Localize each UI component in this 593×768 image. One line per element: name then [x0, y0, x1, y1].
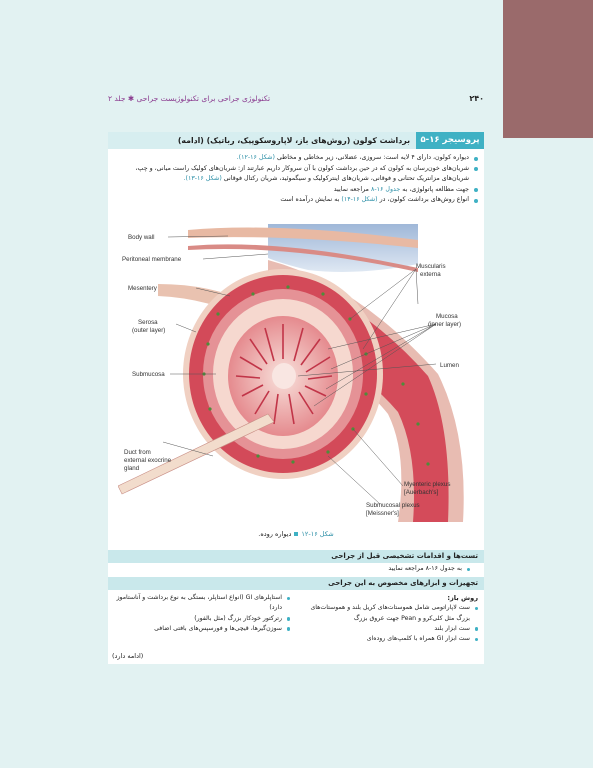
- procedure-number: پروسیجر ۱۶-۵: [416, 132, 484, 149]
- label-mucosa-2: (inner layer): [428, 321, 462, 328]
- bullet-item: شریان‌های خون‌رسان به کولون که در حین برداشت کولون با آن سروکار داریم عبارتند از: شریان‌های کولیک راست میانی، و چپ، شریان‌های مزانتریک تحتانی و فوقانی، شریان‌های اینترکولیک و سیگموئید، شریان رکتال فوقانی (شکل ۱۶-۱۳).: [114, 164, 478, 185]
- bullet-item: جهت مطالعه پاتولوژی، به جدول ۱۶-۸ مراجعه نمایید: [114, 185, 478, 196]
- label-peritoneal-membrane: Peritoneal membrane: [122, 256, 182, 263]
- list-item: سوزن‌گیرها، قیچی‌ها و فورسپس‌های بافتی اضافی: [114, 624, 290, 634]
- label-duct-3: gland: [124, 465, 140, 472]
- label-muscularis: Muscularis: [416, 263, 446, 270]
- label-myenteric-2: [Auerbach's]: [404, 489, 439, 496]
- list-item: ست ابزار بلند: [298, 624, 478, 634]
- continued-note: (ادامه دارد): [112, 652, 144, 660]
- equipment-heading: تجهیزات و ابزارهای مخصوص به این جراحی: [108, 577, 484, 590]
- procedure-header: [108, 132, 484, 149]
- corner-tab: [503, 0, 593, 138]
- label-submucosa: Submucosa: [132, 371, 165, 378]
- intestinal-wall-illustration: [118, 224, 476, 522]
- label-duct-2: external exocrine: [124, 457, 172, 464]
- label-mucosa: Mucosa: [436, 313, 458, 320]
- bullet-list: [114, 153, 478, 206]
- figure-caption: شکل ۱۶-۱۲دیواره روده.: [258, 530, 334, 538]
- page-number: ۲۴۰: [469, 94, 484, 103]
- pre-op-text: به جدول ۱۶-۸ مراجعه نمایید: [108, 564, 484, 575]
- bullet-item: دیواره کولون، دارای ۴ لایه است: سروزی، عضلانی، زیر مخاطی و مخاطی (شکل ۱۶-۱۲).: [114, 153, 478, 164]
- procedure-title: برداشت کولون (روش‌های باز، لاپاروسکوپیک، رباتیک) (ادامه): [177, 136, 410, 145]
- label-submucosal: Submucosal plexus: [366, 502, 420, 509]
- list-item: ست لاپاراتومی شامل هموستات‌های کریل بلند و هموستات‌های بزرگ مثل کلی‌کرو و Pean جهت عروق بزرگ: [298, 603, 478, 624]
- label-mesentery: Mesentery: [128, 285, 157, 292]
- label-body-wall: Body wall: [128, 234, 155, 241]
- book-title: تکنولوژی جراحی برای تکنولوژیست جراحی ✱ جلد ۲: [108, 94, 271, 103]
- label-serosa: Serosa: [138, 319, 158, 326]
- list-item: ست ابزار GI همراه با کلمپ‌های روده‌ای: [298, 634, 478, 644]
- list-item: رترکتور خودکار بزرگ (مثل بالفور): [114, 614, 290, 624]
- label-duct: Duct from: [124, 449, 151, 456]
- procedure-card: [108, 132, 484, 664]
- list-item: استاپلرهای GI (انواع استاپلر، بستگی به نوع برداشت و آناستاموز دارد): [114, 593, 290, 614]
- label-lumen: Lumen: [440, 362, 459, 369]
- label-muscularis-2: externa: [420, 271, 441, 278]
- instruments-column: [114, 593, 290, 634]
- open-method-title: روش باز:: [447, 594, 478, 602]
- bullet-item: انواع روش‌های برداشت کولون، در (شکل ۱۶-۱۴) به نمایش درآمده است: [114, 195, 478, 206]
- pre-op-heading: تست‌ها و اقدامات تشخیصی قبل از جراحی: [108, 550, 484, 563]
- label-myenteric: Myenteric plexus: [404, 481, 451, 488]
- open-method-column: [298, 593, 478, 644]
- label-submucosal-2: [Meissner's]: [366, 510, 399, 517]
- label-serosa-sub: (outer layer): [132, 327, 166, 334]
